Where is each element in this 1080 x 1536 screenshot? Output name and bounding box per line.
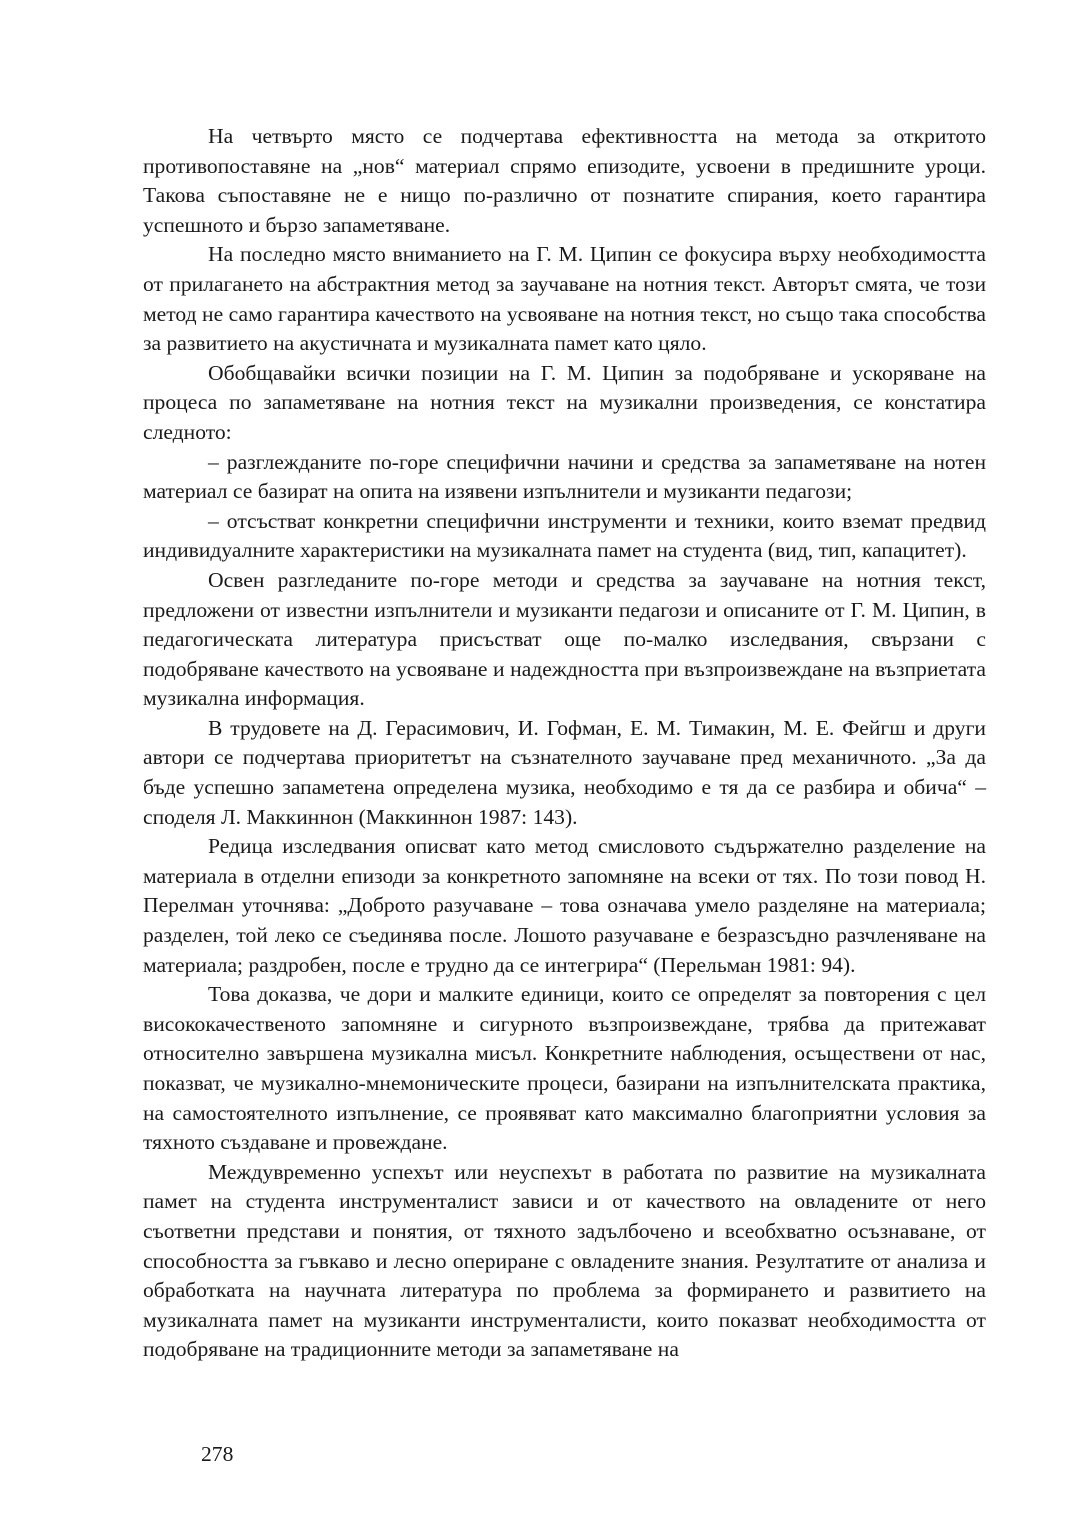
paragraph: Освен разгледаните по-горе методи и средства за заучаване на нотния текст, предложени от известни изпълнители и музиканти педагози и описаните от Г. М. Ципин, в педагогическата литература присъстват още по-малко изследвания, свързани с подобряване качеството на усвояване и надеждността при възпроизвеждане на възприетата музикална информация. [143,567,986,711]
paragraph: Междувременно успехът или неуспехът в работата по развитие на музикалната памет на студента инструменталист зависи и от качеството на овладените от него съответни представи и понятия, от тяхното задълбочено и всеобхватно осъзнаване, от способността за гъвкаво и лесно опериране с овладените знания. Резултатите от анализа и обработката на научната литература по проблема за формирането и развитието на музикалната памет на музиканти инструменталисти, които показват необходимостта от подобряване на традиционните методи за запаметяване на [143,1159,986,1362]
paragraph: На последно място вниманието на Г. М. Ципин се фокусира върху необходимостта от прилагането на абстрактния метод за заучаване на нотния текст. Авторът смята, че този метод не само гарантира качеството на усвояване на нотния текст, но също така способства за развитието на акустичната и музикалната памет като цяло. [143,242,986,356]
paragraph: На четвърто място се подчертава ефективността на метода за откритото противопоставяне на „нов“ материал спрямо епизодите, усвоени в предишните уроци. Такова съпоставяне не е нищо по-различно от познатите спирания, което гарантира успешното и бързо запаметяване. [143,124,986,237]
paragraph: В трудовете на Д. Герасимович, И. Гофман, Е. М. Тимакин, М. Е. Фейгш и други автори се подчертава приоритетът на съзнателното заучаване пред механичното. „За да бъде успешно запаметена определена музика, необходимо е тя да се разбира и обича“ – споделя Л. Маккиннон (Маккиннон 1987: 143). [143,715,986,829]
paragraph: Това доказва, че дори и малките единици, които се определят за повторения с цел висококачественото запомняне и сигурното възпроизвеждане, трябва да притежават относително завършена музикална мисъл. Конкретните наблюдения, осъществени от нас, показват, че музикално-мнемоническите процеси, базирани на изпълнителската практика, на самостоятелното изпълнение, се проявяват като максимално благоприятни условия за тяхното създаване и провеждане. [143,982,986,1155]
paragraph: Редица изследвания описват като метод смисловото съдържателно разделение на материала в отделни епизоди за конкретното запомняне на всеки от тях. По този повод Н. Перелман уточнява: „Доброто разучаване – това означава умело разделяне на материала; разделен, той леко се съединява после. Лошото разучаване е безразсъдно разчленяване на материала; раздробен, после е трудно да се интегрира“ (Перельман 1981: 94). [143,834,986,977]
list-item: – разглежданите по-горе специфични начини и средства за запаметяване на нотен материал се базират на опита на изявени изпълнители и музиканти педагози; [143,449,986,504]
paragraph: Обобщавайки всички позиции на Г. М. Ципин за подобряване и ускоряване на процеса по запаметяване на нотния текст на музикални произведения, се констатира следното: [143,360,986,444]
list-item: – отсъстват конкретни специфични инструменти и техники, които вземат предвид индивидуалните характеристики на музикалната памет на студента (вид, тип, капацитет). [143,508,986,563]
page-number: 278 [201,1442,234,1466]
body-text [143,122,986,1365]
